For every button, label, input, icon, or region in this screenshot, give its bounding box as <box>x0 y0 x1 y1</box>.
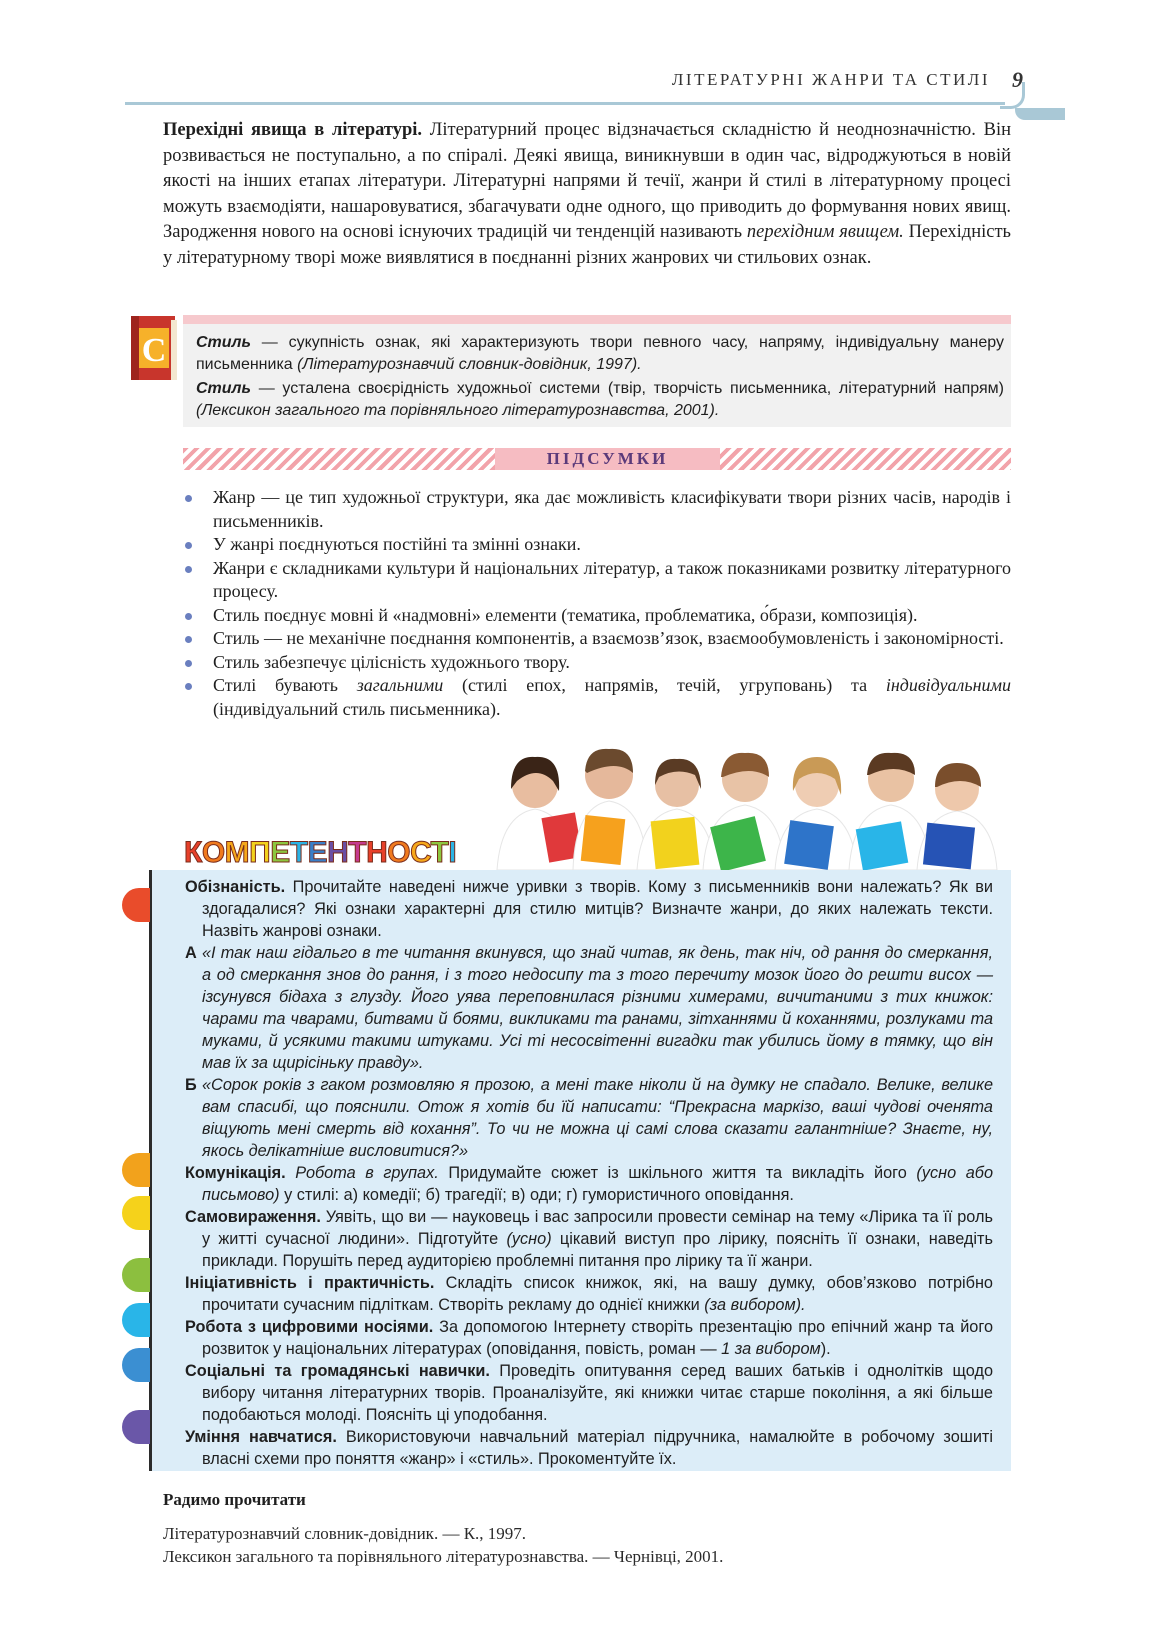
competences-title-letter: Т <box>289 836 308 869</box>
competence-label: Соціальні та громадянські навички. <box>185 1362 490 1380</box>
header-tab-ornament <box>1015 108 1065 120</box>
competences-title-letter: К <box>184 836 202 869</box>
competences-title-letter: Н <box>366 836 388 869</box>
definition-2-source: (Лексикон загального та порівняльного літературознавства, 2001). <box>196 402 720 419</box>
competence-marker-initiative-icon <box>122 1258 150 1292</box>
competence-label: Робота з цифровими носіями. <box>185 1318 434 1336</box>
competence-initiative <box>185 1272 993 1316</box>
students-photo <box>487 745 1011 870</box>
excerpt-a <box>185 942 993 1074</box>
competence-text: Уявіть, що ви — науковець і вас запросили провести семінар на тему «Лірика та її роль у житті сучасної людини». Підготуйте <box>202 1208 993 1248</box>
competence-label: Ініціативність і практичність. <box>185 1274 435 1292</box>
competence-italic: (усно) <box>506 1230 552 1248</box>
summary-item-text: Жанри є складниками культури й національних літератур, а також показниками розвитку літературного процесу. <box>213 557 1011 601</box>
excerpt-letter: А <box>185 944 197 962</box>
summary-item-text: У жанрі поєднуються постійні та змінні ознаки. <box>213 534 581 554</box>
competences-title <box>184 836 456 870</box>
competence-learning <box>185 1426 993 1470</box>
competences-text <box>185 876 993 1470</box>
intro-italic-term: перехідним явищем. <box>746 222 904 242</box>
intro-text-1: Літературний процес відзначається складністю й неоднозначністю. Він розвивається не поступально, а по спіралі. Деякі явища, виникнувши в один час, відроджуються в новій якості на інших етапах літератури. Літературні напрями й течії, жанри й стилі в літературному процесі можуть взаємодіяти, нашаровуватися, збагачувати одне одного, що приводить до формування нових явищ. Зародження нового на основі існуючих традицій чи тенденцій називають <box>163 120 1011 242</box>
competence-digital <box>185 1316 993 1360</box>
summary-item-text: Стиль — не механічне поєднання компонентів, а взаємозв’язок, взаємообумовленість і закономірності. <box>213 628 1004 648</box>
competence-text: За допомогою Інтернету створіть презентацію про епічний жанр та його розвиток у національних літературах (оповідання, повість, роман — <box>202 1318 993 1358</box>
summary-item <box>183 627 1011 651</box>
competence-text: ). <box>820 1340 831 1358</box>
intro-text-2: Перехідність у літературному творі може виявлятися в поєднанні різних жанрових чи стильових ознак. <box>163 222 1011 268</box>
competence-text: Проведіть опитування серед ваших батьків і однолітків щодо вибору читання літературних творів. Проаналізуйте, які книжки читає старше покоління, а які більше подобаються молоді. Поясніть ці уподобання. <box>202 1362 993 1424</box>
intro-lead: Перехідні явища в літературі. <box>163 120 423 140</box>
competence-italic: (усно або письмово) <box>202 1164 994 1204</box>
competence-text: Прочитайте наведені нижче уривки з творів. Кому з письменників вони належать? Як ви здогадалися? Які ознаки характерні для стилю митців? Визначте жанри, до яких належать тексти. Назвіть жанрові ознаки. <box>202 878 993 940</box>
competence-marker-social-icon <box>122 1348 150 1382</box>
summary-item-text: Стилі бувають <box>213 675 357 695</box>
competence-communication <box>185 1162 993 1206</box>
definition-1-term: Стиль <box>196 334 252 351</box>
competence-social <box>185 1360 993 1426</box>
competence-self-expression <box>185 1206 993 1272</box>
competence-label: Самовираження. <box>185 1208 321 1226</box>
definition-1 <box>196 332 1004 376</box>
competence-marker-communication-icon <box>122 1153 150 1187</box>
competence-marker-self-expression-icon <box>122 1196 150 1230</box>
reading-item: Літературознавчий словник-довідник. — К., 1997. <box>163 1524 527 1543</box>
definition-1-text: — сукупність ознак, які характеризують твори певного часу, напряму, індивідуальну манеру письменника <box>196 334 1004 373</box>
book-icon-letter: С <box>141 332 167 369</box>
competence-italic: (за вибором). <box>704 1296 806 1314</box>
competence-text: Складіть список книжок, які, на вашу думку, обов’язково потрібно прочитати сучасним підліткам. Створіть рекламу до однієї книжки <box>202 1274 993 1314</box>
competence-marker-digital-icon <box>122 1303 150 1337</box>
competences-title-letter: С <box>410 836 431 869</box>
bullet-dot-icon <box>185 566 192 573</box>
competence-text: Придумайте сюжет із шкільного життя та викладіть його <box>438 1164 917 1182</box>
intro-paragraph <box>163 118 1011 271</box>
summary-item <box>183 604 1011 628</box>
summary-item-text: Стиль забезпечує цілісність художнього твору. <box>213 651 570 672</box>
excerpt-letter: Б <box>185 1076 197 1094</box>
bullet-dot-icon <box>185 636 192 643</box>
definition-2 <box>196 378 1004 422</box>
competence-label: Обізнаність. <box>185 878 286 896</box>
reading-item: Лексикон загального та порівняльного літературознавства. — Чернівці, 2001. <box>163 1547 724 1566</box>
bullet-dot-icon <box>185 542 192 549</box>
competences-title-letter: Н <box>327 836 349 869</box>
competence-marker-awareness-icon <box>122 888 150 922</box>
summary-item <box>183 557 1011 604</box>
definition-1-source: (Літературознавчий словник-довідник, 1997). <box>297 356 642 373</box>
competence-label: Комунікація. <box>185 1164 286 1182</box>
competence-text: Використовуючи навчальний матеріал підручника, намалюйте в робочому зошиті власні схеми про поняття «жанр» і «стиль». Прокоментуйте їх. <box>202 1428 993 1468</box>
competences-title-letter: Е <box>307 836 328 869</box>
competences-title-letter: П <box>249 836 271 869</box>
summary-item <box>183 674 1011 721</box>
summary-item-text: (стилі епох, напрямів, течій, угруповань) та <box>443 675 886 695</box>
definition-2-text: — усталена своєрідність художньої системи (твір, творчість письменника, літературний напрям) <box>251 380 1004 397</box>
definition-top-band <box>183 315 1011 324</box>
competences-title-letter: Е <box>270 836 290 869</box>
excerpt-b <box>185 1074 993 1162</box>
competence-marker-learning-icon <box>122 1410 150 1444</box>
bullet-dot-icon <box>185 683 192 690</box>
competence-text: у стилі: а) комедії; б) трагедії; в) оди; г) гумористичного оповідання. <box>279 1186 794 1204</box>
summary-item-italic: загальними <box>356 675 444 695</box>
dictionary-book-icon <box>127 314 179 384</box>
competence-italic: 1 за вибором <box>721 1340 821 1358</box>
competences-title-letter: Т <box>348 836 367 869</box>
bullet-dot-icon <box>185 660 192 667</box>
competences-title-letter: О <box>387 836 411 869</box>
competence-label: Уміння навчатися. <box>185 1428 337 1446</box>
competence-awareness <box>185 876 993 942</box>
summary-item-text: Стиль поєднує мовні й «надмовні» елементи (тематика, проблематика, о́брази, композиція). <box>213 604 918 625</box>
summary-item <box>183 486 1011 533</box>
competences-title-letter: І <box>448 836 457 869</box>
competence-italic: Робота в групах. <box>285 1164 439 1182</box>
header-curl-ornament <box>1000 82 1025 109</box>
bullet-dot-icon <box>185 495 192 502</box>
competences-title-letter: О <box>201 836 225 869</box>
page-number: 9 <box>1012 67 1023 92</box>
excerpt-text: «Сорок років з гаком розмовляю я прозою, а мені таке ніколи й на думку не спадало. Велике, велике вам спасибі, що пояснили. Отож я хотів би їй написати: “Прекрасна маркізо, ваші чудові оченята віщують мені смерть від кохання”. То чи не можна ці самі слова сказати галантніше? Знаєте, ну, якось делікатніше висловитися?» <box>202 1076 993 1160</box>
competence-text: цікавий виступ про лірику, поясніть її ознаки, наведіть приклади. Порушіть перед аудиторією проблемні питання про лірику та її жанри. <box>202 1230 993 1270</box>
summary-item <box>183 533 1011 557</box>
summary-title: ПІДСУМКИ <box>546 449 669 468</box>
definition-2-term: Стиль <box>196 380 252 397</box>
summary-item-italic: індивідуальними <box>885 675 1011 695</box>
competences-title-letter: Т <box>430 836 449 869</box>
bullet-dot-icon <box>185 613 192 620</box>
excerpt-text: «І так наш гідальго в те читання вкинувся, що знай читав, як день, так ніч, од рання до смеркання, а од смеркання знов до рання, і з того недосипу та з того перечиту мозок його до решти висох — ізсунувся бідаха з глузду. Його уява переповнилася різними химерами, вичитаними з тих книжок: чарами та чварами, битвами й боями, викликами та ранами, зітханнями й коханнями, розлуками та муками, й усякими такими штуками. Усі ті несосвітенні вигадки так убились йому в тямку, що він мав їх за щирісіньку правду». <box>202 944 993 1072</box>
summary-item-text: (індивідуальний стиль письменника). <box>213 698 501 719</box>
running-head: ЛІТЕРАТУРНІ ЖАНРИ ТА СТИЛІ <box>671 70 990 89</box>
summary-list <box>183 486 1011 721</box>
reading-title: Радимо прочитати <box>163 1490 306 1509</box>
header-rule <box>125 102 1005 105</box>
summary-item-text: Жанр — це тип художньої структури, яка дає можливість класифікувати твори різних часів, народів і письменників. <box>213 487 1011 531</box>
competences-title-letter: М <box>224 836 250 869</box>
summary-item <box>183 651 1011 675</box>
